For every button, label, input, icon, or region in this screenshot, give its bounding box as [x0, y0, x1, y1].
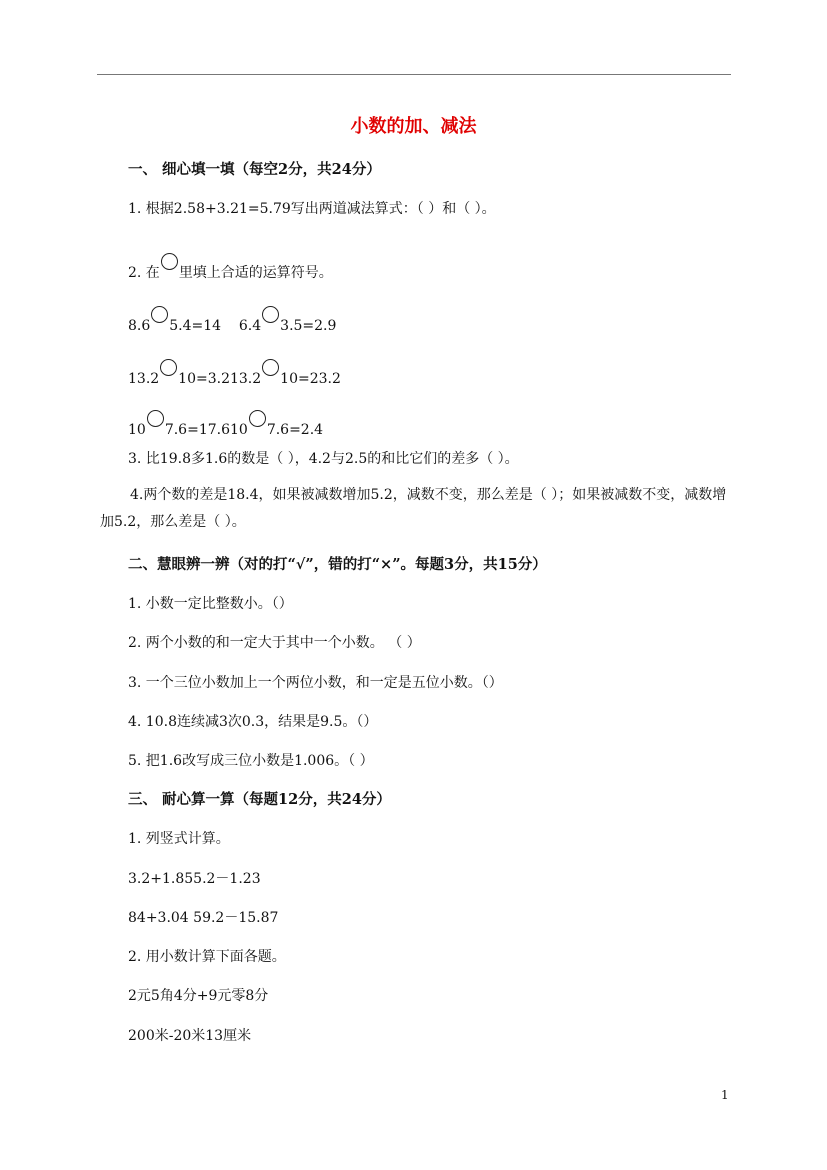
s2-item-4: 4. 10.8连续减3次0.3，结果是9.5。（）: [128, 714, 378, 730]
blank-circle-icon: [147, 410, 164, 427]
s3-question-2: 2. 用小数计算下面各题。: [128, 949, 286, 965]
s3-calc-1: 3.2+1.855.2－1.23: [128, 871, 261, 887]
blank-circle-icon: [262, 359, 279, 376]
s1-question-3: 3. 比19.8多1.6的数是（ ），4.2与2.5的和比它们的差多（ ）。: [128, 451, 519, 467]
s1-question-2: 2. 在 里填上合适的运算符号。: [128, 253, 333, 282]
section-3-heading: 三、 耐心算一算（每题12分，共24分）: [128, 791, 391, 808]
s2-item-1: 1. 小数一定比整数小。（）: [128, 596, 293, 612]
section-2-heading: 二、慧眼辨一辨（对的打“√”，错的打“×”。每题3分，共15分）: [128, 556, 547, 573]
header-rule: [97, 74, 731, 75]
s3-calc-4: 200米-20米13厘米: [128, 1028, 252, 1044]
s3-question-1: 1. 列竖式计算。: [128, 831, 230, 847]
blank-circle-icon: [249, 410, 266, 427]
page-number: 1: [721, 1088, 729, 1102]
blank-circle-icon: [262, 306, 279, 323]
s2-item-3: 3. 一个三位小数加上一个两位小数，和一定是五位小数。（）: [128, 675, 503, 691]
blank-circle-icon: [151, 306, 168, 323]
s2-item-5: 5. 把1.6改写成三位小数是1.006。（ ）: [128, 753, 374, 769]
s3-calc-2: 84+3.04 59.2－15.87: [128, 910, 279, 926]
s3-calc-3: 2元5角4分+9元零8分: [128, 988, 269, 1004]
s1-row-2: 13.2 10=3.213.2 10=23.2: [128, 359, 341, 388]
blank-circle-icon: [160, 359, 177, 376]
s1-question-4: 4.两个数的差是18.4，如果被减数增加5.2，减数不变，那么差是（ ）；如果被减数不变，减数增加5.2，那么差是（ ）。: [100, 487, 727, 530]
s1-row-3: 10 7.6=17.610 7.6=2.4: [128, 410, 323, 439]
s2-item-2: 2. 两个小数的和一定大于其中一个小数。 （ ）: [128, 635, 421, 651]
page-title: 小数的加、减法: [350, 116, 477, 137]
s1-question-1: 1. 根据2.58+3.21=5.79写出两道减法算式：（ ）和（ ）。: [128, 201, 496, 217]
blank-circle-icon: [161, 253, 178, 270]
section-1-heading: 一、 细心填一填（每空2分，共24分）: [128, 161, 381, 178]
s1-row-1: 8.6 5.4=14 6.4 3.5=2.9: [128, 306, 336, 335]
